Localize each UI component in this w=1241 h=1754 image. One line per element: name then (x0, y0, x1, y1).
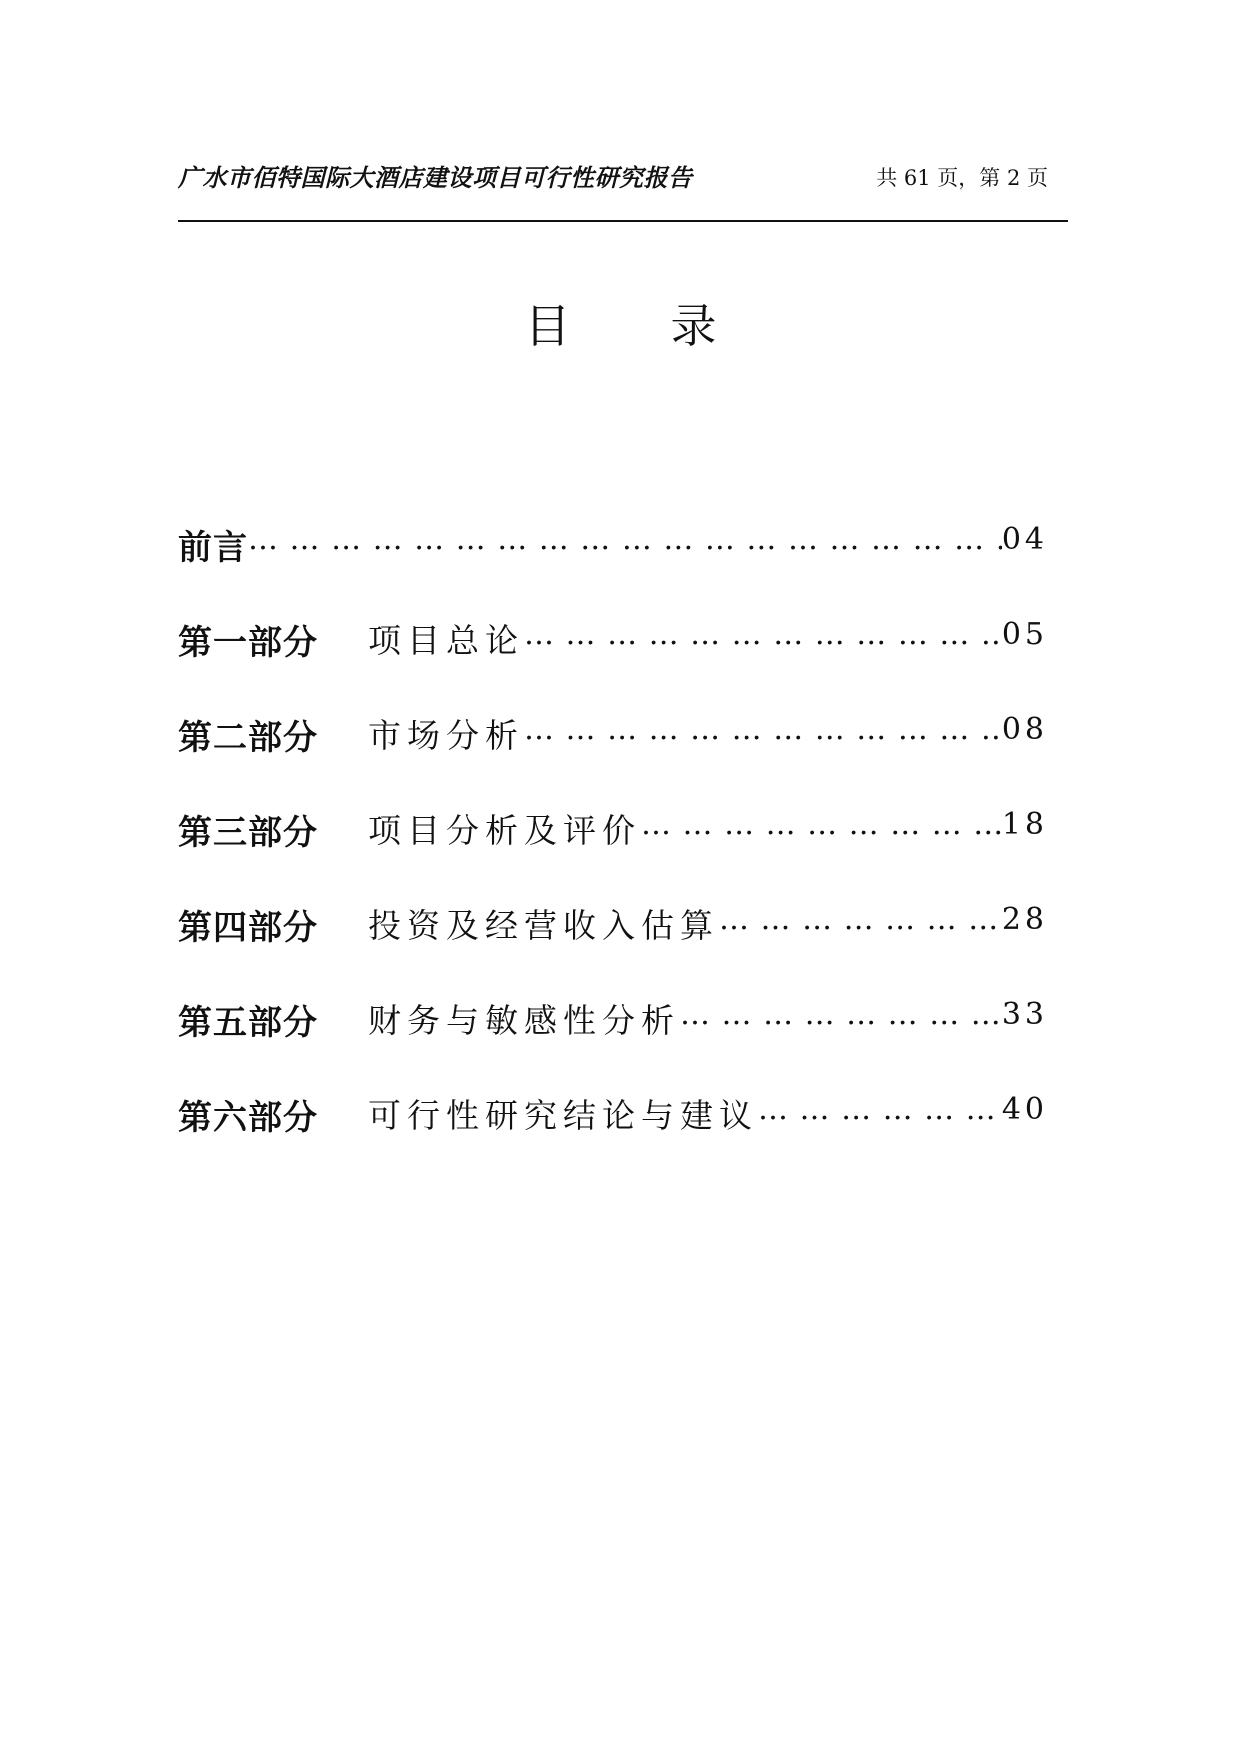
toc-page-number: 28 (1001, 902, 1048, 937)
toc-part-label: 第一部分 (178, 623, 318, 663)
toc-section-name: 市场分析 (368, 716, 524, 755)
toc-entry-part-1[interactable] (178, 615, 1048, 710)
toc-page-number: 04 (1001, 522, 1048, 557)
header-title: 广水市佰特国际大酒店建设项目可行性研究报告 (178, 164, 693, 192)
page-title (0, 290, 1241, 356)
toc-entry-label: 前言 (178, 528, 248, 568)
toc-part-label: 第二部分 (178, 718, 318, 758)
toc-page-number: 33 (1001, 997, 1048, 1032)
toc-section-name: 项目总论 (368, 621, 524, 660)
toc-section-name: 投资及经营收入估算 (368, 906, 719, 945)
toc-entry-preface[interactable] (178, 520, 1048, 615)
toc-entry-part-3[interactable] (178, 805, 1048, 900)
toc-dot-leader (248, 520, 1002, 557)
toc-page-number: 05 (1001, 617, 1048, 652)
toc-part-label: 第六部分 (178, 1098, 318, 1138)
toc-dot-leader (524, 710, 1002, 747)
header-page-info: 共 61 页，第 2 页 (876, 166, 1048, 190)
toc-dot-leader (680, 995, 1002, 1032)
toc-page-number: 18 (1001, 807, 1048, 842)
toc-part-label: 第五部分 (178, 1003, 318, 1043)
toc-section-name: 项目分析及评价 (368, 811, 641, 850)
toc-page-number: 40 (1001, 1092, 1048, 1127)
toc-part-label: 第三部分 (178, 813, 318, 853)
toc-section-name: 财务与敏感性分析 (368, 1001, 680, 1040)
toc-dot-leader (719, 900, 1002, 937)
toc-section-name: 可行性研究结论与建议 (368, 1096, 758, 1135)
toc-part-label: 第四部分 (178, 908, 318, 948)
toc-entry-part-6[interactable] (178, 1090, 1048, 1185)
page-title-char-1: 目 (524, 299, 571, 353)
page-title-char-2: 录 (670, 299, 717, 353)
table-of-contents (178, 520, 1048, 1185)
toc-entry-part-4[interactable] (178, 900, 1048, 995)
page-header (178, 158, 1068, 198)
toc-entry-part-2[interactable] (178, 710, 1048, 805)
toc-page-number: 08 (1001, 712, 1048, 747)
toc-dot-leader (758, 1090, 1002, 1127)
toc-dot-leader (524, 615, 1002, 652)
header-divider (178, 220, 1068, 222)
toc-dot-leader (641, 805, 1002, 842)
toc-entry-part-5[interactable] (178, 995, 1048, 1090)
